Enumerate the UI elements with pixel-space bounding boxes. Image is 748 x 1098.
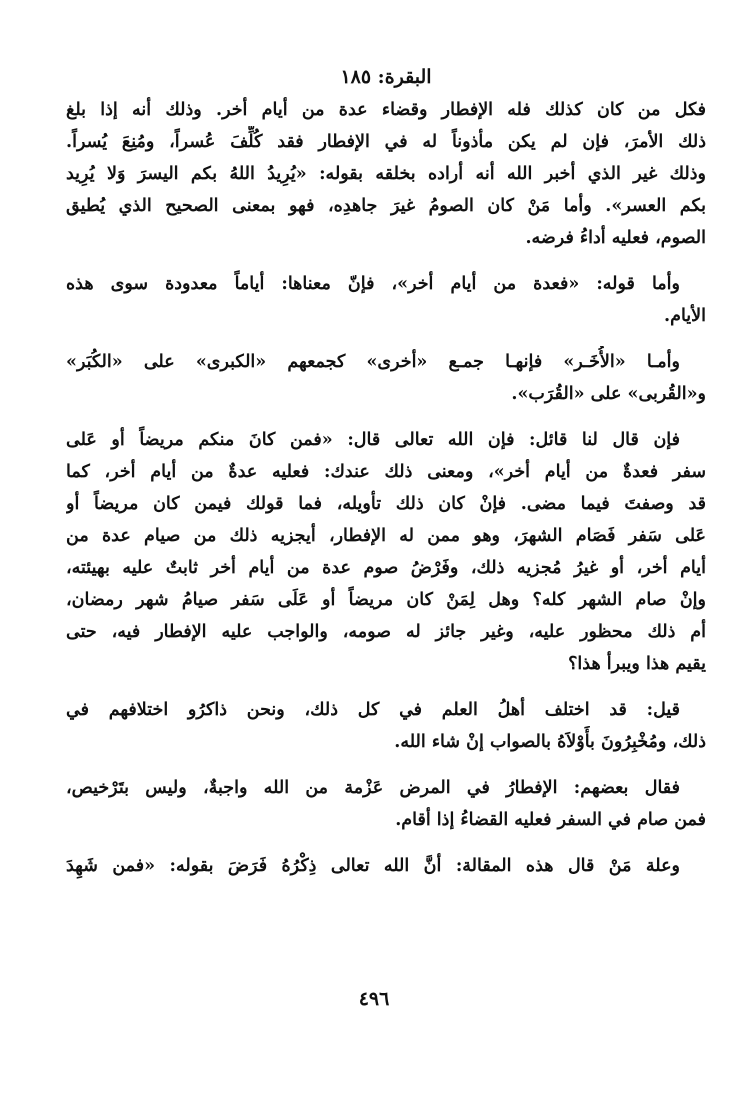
text-line: يقيم هذا ويبرأ هذا؟ (568, 654, 706, 674)
text-line: ذلك، ومُخْبِرُونَ بأَوْلاَهُ بالصواب إنْ شاء الله. (394, 732, 706, 752)
text-line: أم ذلك محظور عليه، وغير جائز له صومه، والواجب عليه الإفطار فيه، حتى (66, 622, 706, 642)
text-line: الأيام. (664, 306, 706, 326)
text-line: سفر فعدةٌ من أيام أخر»، ومعنى ذلك عندك: فعليه عدةٌ من أيام أخر، كما (66, 462, 706, 482)
text-line: ذلك الأمرَ، فإن لم يكن مأذوناً له في الإفطار فقد كُلِّفَ عُسراً، ومُنِعَ يُسراً. (66, 132, 706, 152)
text-line: أيام أخر، أو غيرُ مُجزيه ذلك، وفَرْضُ صوم عدة من أيام أخر ثابتٌ عليه بهيئته، (66, 558, 706, 578)
paragraph-3 (66, 346, 706, 410)
text-line: فقال بعضهم: الإفطارُ في المرض عَزْمة من الله واجبةٌ، وليس بتَرْخيص، (66, 778, 680, 798)
paragraph-6 (66, 772, 706, 836)
text-line: فإن قال لنا قائل: فإن الله تعالى قال: «فمن كانَ منكم مريضاً أو عَلى (66, 430, 680, 450)
text-line: وإنْ صام الشهر كله؟ وهل لِمَنْ كان مريضاً أو عَلَى سَفر صيامُ شهر رمضان، (66, 590, 706, 610)
text-line: الصوم، فعليه أداءُ فرضه. (525, 228, 706, 248)
page-body (66, 62, 706, 896)
paragraph-7 (66, 850, 706, 882)
text-line: قد وصفتَ فيما مضى. فإنْ كان ذلك تأويله، فما قولك فيمن كان مريضاً أو (66, 494, 706, 514)
text-line: وعلة مَنْ قال هذه المقالة: أنَّ الله تعالى ذِكْرُهُ فَرَضَ بقوله: «فمن شَهِدَ (66, 856, 680, 876)
text-line: وذلك غير الذي أخبر الله أنه أراده بخلقه بقوله: «يُرِيدُ اللهُ بكم اليسرَ وَلا يُرِيد (66, 164, 706, 184)
text-line: فكل من كان كذلك فله الإفطار وقضاء عدة من أيام أخر. وذلك أنه إذا بلغ (66, 100, 706, 120)
text-line: وأمـا «الأُخَـر» فإنهـا جمـع «أخرى» كجمعهم «الكبرى» على «الكُبَر» (66, 352, 680, 372)
paragraph-4 (66, 424, 706, 680)
running-header: البقرة: ١٨٥ (340, 66, 432, 88)
text-line: فمن صام في السفر فعليه القضاءُ إذا أقام. (395, 810, 706, 830)
text-line: وأما قوله: «فعدة من أيام أخر»، فإنّ معناها: أياماً معدودة سوى هذه (66, 274, 680, 294)
paragraph-5 (66, 694, 706, 758)
paragraph-1 (66, 94, 706, 254)
text-line: قيل: قد اختلف أهلُ العلم في كل ذلك، ونحن ذاكرُو اختلافهم في (66, 700, 680, 720)
page-number: ٤٩٦ (358, 988, 390, 1010)
text-line: و«القُربى» على «القُرَب». (511, 384, 706, 404)
text-line: عَلى سَفر فَصَام الشهرَ، وهو ممن له الإفطار، أيجزيه ذلك من صيام عدة من (66, 526, 706, 546)
text-line: بكم العسر». وأما مَنْ كان الصومُ غيرَ جاهدِه، فهو بمعنى الصحيح الذي يُطيق (66, 196, 706, 216)
paragraph-2 (66, 268, 706, 332)
